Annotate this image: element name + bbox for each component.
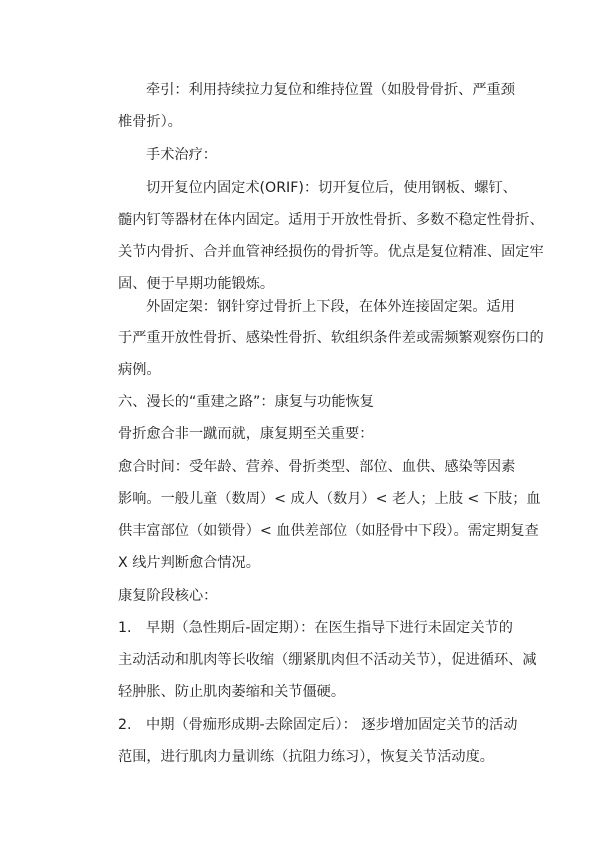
paragraph-healing-line-4: X 线片判断愈合情况。: [118, 555, 260, 571]
paragraph-healing-line-3: 供丰富部位（如锁骨）< 血供差部位（如胫骨中下段）。需定期复查: [118, 523, 539, 539]
paragraph-external-fixator-line-1: 外固定架：钢针穿过骨折上下段，在体外连接固定架。适用: [146, 299, 515, 315]
paragraph-healing-line-2: 影响。一般儿童（数周）< 成人（数月）< 老人；上肢 < 下肢；血: [118, 491, 541, 507]
list-item-1-line-3: 轻肿胀、防止肌肉萎缩和关节僵硬。: [118, 684, 346, 700]
paragraph-traction-line-2: 椎骨折）。: [118, 114, 182, 130]
list-item-2-line-2: 范围，进行肌肉力量训练（抗阻力练习），恢复关节活动度。: [118, 749, 494, 765]
paragraph-orif-line-4: 固、便于早期功能锻炼。: [118, 276, 275, 292]
paragraph-orif-line-2: 髓内钉等器材在体内固定。适用于开放性骨折、多数不稳定性骨折、: [118, 212, 544, 228]
paragraph-traction-line-1: 牵引：利用持续拉力复位和维持位置（如股骨骨折、严重颈: [146, 82, 515, 98]
paragraph-external-fixator-line-3: 病例。: [118, 362, 161, 378]
heading-surgery: 手术治疗：: [146, 147, 217, 163]
list-item-1-number: 1.: [118, 620, 132, 636]
heading-rehab-core: 康复阶段核心：: [118, 588, 218, 604]
paragraph-external-fixator-line-2: 于严重开放性骨折、感染性骨折、软组织条件差或需频繁观察伤口的: [118, 330, 544, 346]
paragraph-orif-line-1: 切开复位内固定术(ORIF)：切开复位后，使用钢板、螺钉、: [146, 180, 517, 196]
paragraph-orif-line-3: 关节内骨折、合并血管神经损伤的骨折等。优点是复位精准、固定牢: [118, 244, 544, 260]
paragraph-healing-line-1: 愈合时间：受年龄、营养、骨折类型、部位、血供、感染等因素: [118, 459, 516, 475]
heading-section-6: 六、漫长的“重建之路”：康复与功能恢复: [118, 394, 374, 410]
paragraph-intro: 骨折愈合非一蹴而就，康复期至关重要：: [118, 426, 374, 442]
list-item-1-line-1: 早期（急性期后-固定期）：在医生指导下进行未固定关节的: [146, 620, 513, 636]
list-item-2-number: 2.: [118, 717, 132, 733]
list-item-1-line-2: 主动活动和肌肉等长收缩（绷紧肌肉但不活动关节），促进循环、减: [118, 652, 537, 668]
list-item-2-line-1: 中期（骨痂形成期-去除固定后）： 逐步增加固定关节的活动: [146, 717, 518, 733]
